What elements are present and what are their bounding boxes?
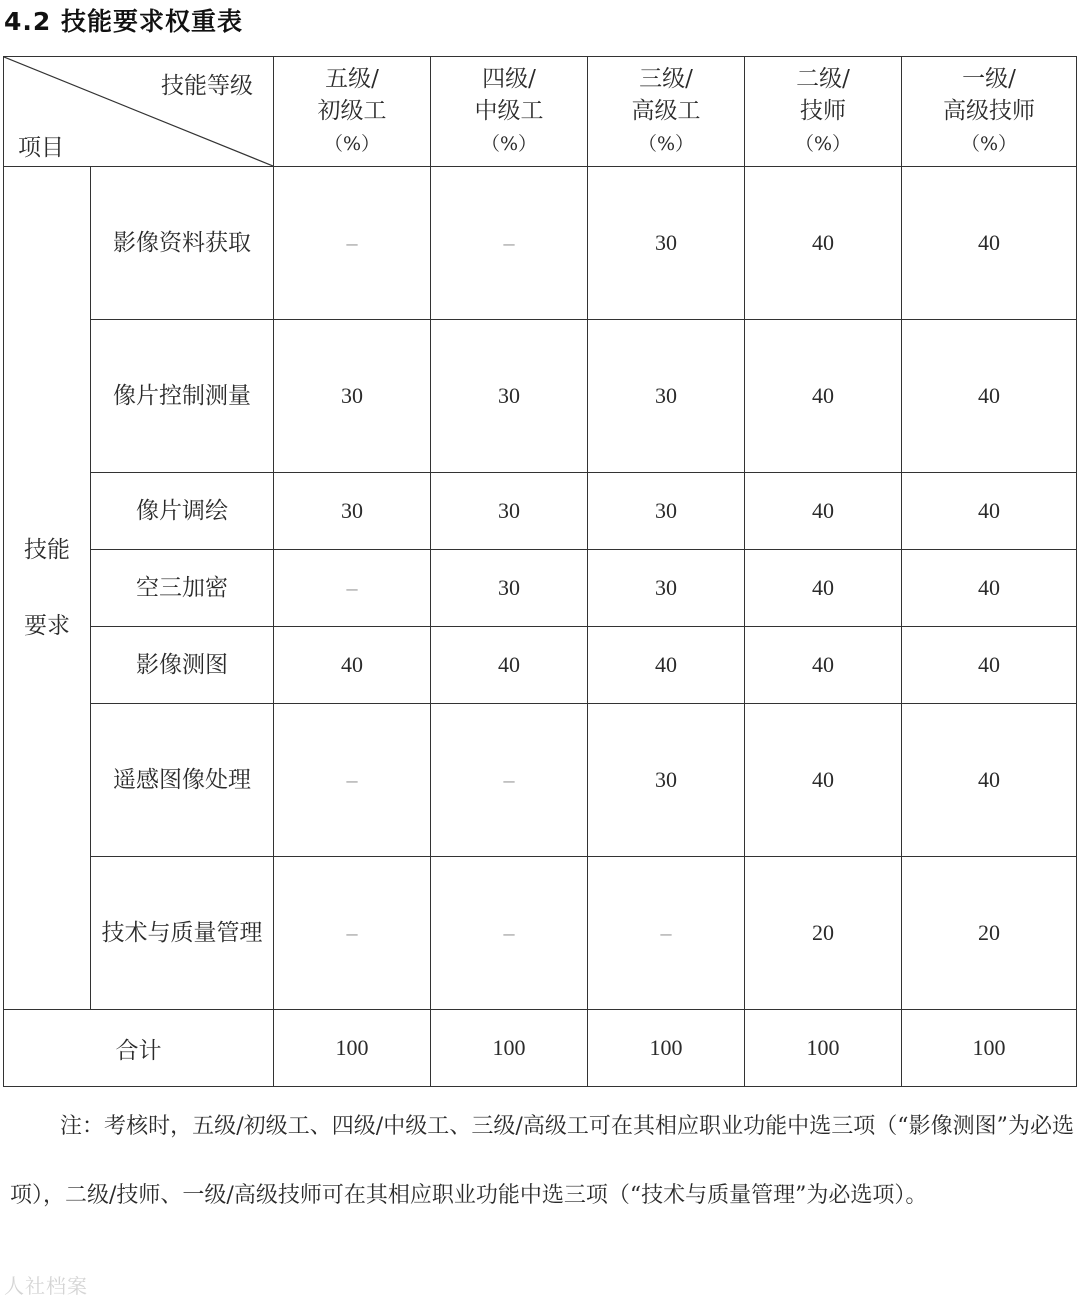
value-cell: 30	[274, 320, 431, 473]
value-cell: –	[431, 167, 588, 320]
value-cell: 30	[588, 473, 745, 550]
level-name-line2: 初级工	[317, 97, 387, 124]
level-name-line2: 高级工	[631, 97, 701, 124]
table-row	[4, 704, 1077, 857]
value-cell: 40	[902, 320, 1077, 473]
level-unit: （%）	[960, 132, 1018, 155]
value-cell: –	[431, 704, 588, 857]
total-cell: 100	[745, 1010, 902, 1087]
value-cell: 30	[274, 473, 431, 550]
value-cell: 40	[745, 473, 902, 550]
value-cell: 20	[745, 857, 902, 1010]
total-label: 合计	[4, 1010, 274, 1087]
category-label: 技能要求	[24, 537, 70, 639]
table-row	[4, 550, 1077, 627]
item-cell: 遥感图像处理	[91, 704, 274, 857]
value-cell: 30	[588, 167, 745, 320]
item-cell: 像片调绘	[91, 473, 274, 550]
level-unit: （%）	[323, 132, 381, 155]
header-row	[4, 57, 1077, 167]
level-unit: （%）	[480, 132, 538, 155]
value-cell: 40	[902, 550, 1077, 627]
total-row	[4, 1010, 1077, 1087]
item-cell: 技术与质量管理	[91, 857, 274, 1010]
value-cell: 40	[902, 627, 1077, 704]
value-cell: 40	[745, 704, 902, 857]
total-cell: 100	[902, 1010, 1077, 1087]
table-row	[4, 857, 1077, 1010]
value-cell: –	[274, 167, 431, 320]
value-cell: 40	[902, 704, 1077, 857]
value-cell: 40	[745, 550, 902, 627]
table-note: 注：考核时，五级/初级工、四级/中级工、三级/高级工可在其相应职业功能中选三项（“影像测图”为必选项），二级/技师、一级/高级技师可在其相应职业功能中选三项（“技术与质量管理”为必选项）。	[10, 1114, 1074, 1208]
skill-weight-table	[3, 56, 1077, 1087]
value-cell: 30	[588, 704, 745, 857]
value-cell: 30	[588, 550, 745, 627]
total-cell: 100	[588, 1010, 745, 1087]
level-unit: （%）	[637, 132, 695, 155]
table-row	[4, 627, 1077, 704]
level-name-line1: 二级/	[796, 65, 850, 92]
level-unit: （%）	[794, 132, 852, 155]
section-title: 4.2 技能要求权重表	[4, 7, 243, 36]
value-cell: 40	[274, 627, 431, 704]
level-name-line1: 四级/	[482, 65, 536, 92]
level-name-line2: 高级技师	[943, 97, 1035, 124]
item-cell: 空三加密	[91, 550, 274, 627]
value-cell: 30	[431, 473, 588, 550]
level-name-line1: 五级/	[325, 65, 379, 92]
value-cell: 20	[902, 857, 1077, 1010]
table-row	[4, 473, 1077, 550]
value-cell: 40	[745, 320, 902, 473]
value-cell: 30	[431, 550, 588, 627]
watermark: 人社档案	[4, 1274, 88, 1298]
corner-header-cell	[4, 57, 274, 167]
table-row	[4, 167, 1077, 320]
value-cell: –	[274, 704, 431, 857]
value-cell: 40	[745, 167, 902, 320]
value-cell: 40	[902, 473, 1077, 550]
value-cell: –	[431, 857, 588, 1010]
value-cell: –	[274, 550, 431, 627]
total-cell: 100	[431, 1010, 588, 1087]
corner-skill-level-label: 技能等级	[161, 73, 253, 99]
value-cell: 40	[588, 627, 745, 704]
level-header-2	[745, 57, 902, 167]
total-cell: 100	[274, 1010, 431, 1087]
item-cell: 影像资料获取	[91, 167, 274, 320]
table-row	[4, 320, 1077, 473]
level-name-line1: 一级/	[962, 65, 1016, 92]
category-cell	[4, 167, 91, 1010]
level-name-line2: 技师	[800, 97, 846, 124]
value-cell: 30	[588, 320, 745, 473]
value-cell: –	[274, 857, 431, 1010]
item-cell: 影像测图	[91, 627, 274, 704]
level-name-line2: 中级工	[474, 97, 544, 124]
value-cell: 40	[431, 627, 588, 704]
item-cell: 像片控制测量	[91, 320, 274, 473]
value-cell: –	[588, 857, 745, 1010]
value-cell: 30	[431, 320, 588, 473]
level-header-3	[588, 57, 745, 167]
level-header-4	[431, 57, 588, 167]
corner-item-label: 项目	[18, 135, 64, 161]
value-cell: 40	[902, 167, 1077, 320]
level-name-line1: 三级/	[639, 65, 693, 92]
value-cell: 40	[745, 627, 902, 704]
level-header-5	[274, 57, 431, 167]
level-header-1	[902, 57, 1077, 167]
